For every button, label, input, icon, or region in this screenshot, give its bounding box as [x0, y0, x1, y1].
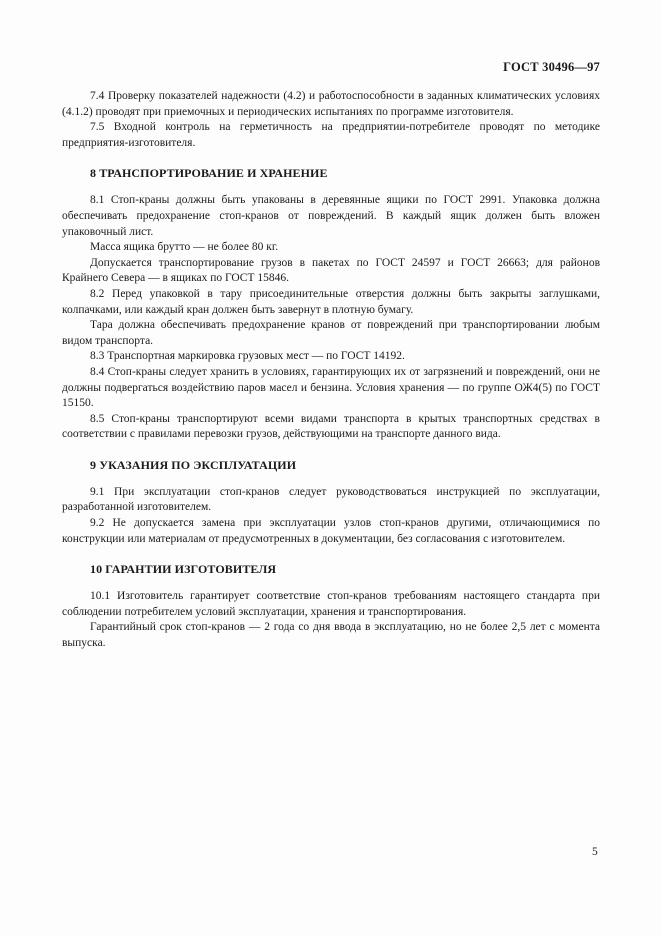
- paragraph-10-1: 10.1 Изготовитель гарантирует соответствие стоп-кранов требованиям настоящего стандарта при соблюдении потребителем условий эксплуатации, хранения и транспортирования.: [62, 590, 600, 618]
- page-number: 5: [592, 846, 598, 858]
- paragraph-8-5: 8.5 Стоп-краны транспортируют всеми видами транспорта в крытых транспортных средствах в соответствии с правилами перевозки грузов, действующими на транспорте данного вида.: [62, 412, 600, 441]
- standard-header: ГОСТ 30496—97: [503, 60, 600, 74]
- paragraph-8-1-packages: Допускается транспортирование грузов в пакетах по ГОСТ 24597 и ГОСТ 26663; для районов Крайнего Севера — в ящиках по ГОСТ 15846.: [62, 256, 600, 285]
- paragraph-10-warranty: Гарантийный срок стоп-кранов — 2 года со дня ввода в эксплуатацию, но не более 2,5 лет с момента выпуска.: [62, 621, 600, 650]
- section-8-heading: 8 ТРАНСПОРТИРОВАНИЕ И ХРАНЕНИЕ: [90, 166, 328, 181]
- paragraph-9-1: 9.1 При эксплуатации стоп-кранов следует руководствоваться инструкцией по эксплуатации, разработанной изготовителем.: [62, 485, 600, 514]
- section-10-body: [62, 589, 600, 651]
- paragraph-8-3: 8.3 Транспортная маркировка грузовых мест — по ГОСТ 14192.: [90, 350, 405, 363]
- paragraph-7-5: 7.5 Входной контроль на герметичность на предприятии-потребителе проводят по методике предприятия-изготовителя.: [62, 121, 600, 149]
- document-page: [62, 60, 600, 652]
- paragraph-8-2: 8.2 Перед упаковкой в тару присоединительные отверстия должны быть закрыты заглушками, колпачками, или каждый кран должен быть завернут в плотную бумагу.: [62, 287, 600, 316]
- section-8-body: [62, 193, 600, 443]
- paragraph-8-2-container: Тара должна обеспечивать предохранение кранов от повреждений при транспортировании любым видом транспорта.: [62, 319, 600, 347]
- intro-block: [62, 89, 600, 151]
- section-9-heading: 9 УКАЗАНИЯ ПО ЭКСПЛУАТАЦИИ: [90, 457, 297, 472]
- paragraph-8-1-mass: Масса ящика брутто — не более 80 кг.: [90, 241, 279, 254]
- paragraph-8-1: 8.1 Стоп-краны должны быть упакованы в деревянные ящики по ГОСТ 2991. Упаковка должна обеспечивать предохранение стоп-кранов от повреждений. В каждый ящик должен быть вложен упаковочный лист.: [62, 194, 600, 238]
- paragraph-7-4: 7.4 Проверку показателей надежности (4.2) и работоспособности в заданных климатических условиях (4.1.2) проводят при приемочных и периодических испытаниях по программе изготовителя.: [62, 90, 600, 118]
- paragraph-9-2: 9.2 Не допускается замена при эксплуатации узлов стоп-кранов другими, отличающимися по конструкции или материалам от предусмотренных в документации, без согласования с изготовителем.: [62, 517, 600, 545]
- section-10-heading: 10 ГАРАНТИИ ИЗГОТОВИТЕЛЯ: [90, 562, 277, 577]
- paragraph-8-4: 8.4 Стоп-краны следует хранить в условиях, гарантирующих их от загрязнений и повреждений, они не должны подвергаться воздействию паров масел и бензина. Условия хранения — по группе ОЖ4(5) по ГОСТ 15150.: [62, 365, 600, 410]
- section-9-body: [62, 485, 600, 547]
